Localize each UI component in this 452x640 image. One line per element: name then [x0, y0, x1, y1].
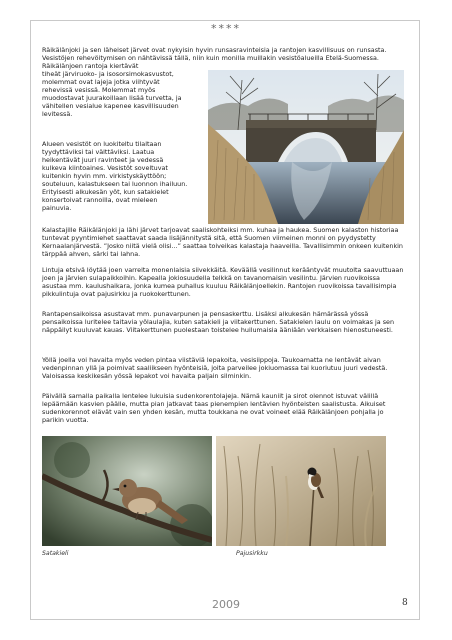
paragraph-2-line: Alueen vesistöt on luokiteltu tilaltaan: [42, 140, 162, 148]
paragraph-2-line: heikentävät juuri ravinteet ja vedessä: [42, 156, 164, 164]
paragraph-1-line: muodostavat juurakoillaan lisää turvetta, ja: [42, 94, 182, 102]
paragraph-1-line: vähitellen vesialue kapenee kasvillisuuden: [42, 102, 179, 110]
paragraph-2: [42, 140, 212, 212]
paragraph-2-line: souteluun, kalastukseen tai luonnon ihailuun.: [42, 180, 188, 188]
decorative-stars: ****: [211, 22, 241, 35]
page-number: 8: [402, 598, 408, 608]
paragraph-3: Kalastajille Räikälänjoki ja lähi järvet tarjoavat saaliskohteiksi mm. kuhaa ja haukea. Suomen kalaston historiaa tuntevat pyyntimiehet saattavat saada lisäjännitystä sitä, että Suomen viimeinen monni on pyydystetty Kernaalanjärvestä. ”Josko niitä vielä olisi...” saattaa toiveikas kalastaja haaveilla. Tavallisimmin onkeen kuitenkin tärppää ahven, särki tai lahna.: [42, 226, 403, 258]
paragraph-1-line: rehevissä vesissä. Molemmat myös: [42, 86, 156, 94]
footer-year: 2009: [212, 598, 240, 611]
paragraph-2-line: tyydyttäviksi tai välttäviksi. Laatua: [42, 148, 155, 156]
paragraph-2-line: kuitenkin hyvin mm. virkistyskäyttöön;: [42, 172, 167, 180]
paragraph-1-line: levitessä.: [42, 110, 73, 118]
paragraph-6: Yöllä joella voi havaita myös veden pintaa viistäviä lepakoita, vesisiippoja. Taukoamatta ne lentävät aivan vedenpinnan yllä ja poimivat saaliikseen hyönteisiä, joita parveilee jokiuomassa tai kuoriutuu juuri vedestä. Valoisassa keskikesän yössä lepakot voi havaita paljain silminkin.: [42, 356, 388, 380]
paragraph-2-line: kulkeva kiintoaines. Vesistöt soveltuvat: [42, 164, 168, 172]
paragraph-1-continued: [42, 70, 212, 118]
paragraph-7: Päivällä samalla paikalla lentelee lukuisia sudenkorentolajeja. Nämä kauniit ja sirot olennot istuvat välillä lepäämään kasvien päälle, mutta pian jatkavat taas pienempien lentävien hyönteisten saalistusta. Aikuiset sudenkorennot elävät vain sen yhden kesän, mutta toukkana ne ovat voineet elää Räikälänjoen pohjalla jo parikin vuotta.: [42, 392, 386, 424]
river-bridge-photo: [208, 70, 404, 224]
paragraph-2-line: painuvia.: [42, 204, 72, 212]
caption-nightingale: Satakieli: [42, 550, 69, 557]
paragraph-4: Lintuja etsivä löytää joen varrelta monenlaisia siivekkäitä. Keväällä vesilinnut kerääntyvät muutolta saavuttuaan joen ja järvien sulapaikkoihin. Kapealla jokiosuudella telkkä on tavanomaisin vesilintu. Järvien ruovikoissa asustaa mm. kaulushaikara, jonka kumea puhallus kuuluu Räikälänjoellekin. Rantojen ruovikoissa tavallisimpia pikkulintuja ovat pajusirkku ja ruokokerttunen.: [42, 266, 404, 298]
paragraph-2-line: Erityisesti alkukesän yöt, kun satakielet: [42, 188, 169, 196]
paragraph-5: Rantapensaikoissa asustavat mm. punavarpunen ja pensaskerttu. Lisäksi alkukesän hämärässä yössä pensaikoissa luritelee taitavia yölaulajia, kuten satakieli ja viitakerttunen. Satakielen laulu on voimakas ja sen näppäilyt kuuluvat kauas. Viitakerttunen puolestaan toistelee huilumaisia ääniään verkkaisen hienostuneesti.: [42, 310, 395, 334]
paragraph-1-line: tiheät järviruoko- ja isosorsimokasvustot,: [42, 70, 174, 78]
caption-reed-bunting: Pajusirkku: [236, 550, 268, 557]
paragraph-2-line: konsertoivat rannoilla, ovat mieleen: [42, 196, 158, 204]
reed-bunting-photo: [216, 436, 386, 546]
paragraph-1-line: molemmat ovat lajeja jotka viihtyvät: [42, 78, 160, 86]
paragraph-1-intro: Räikälänjoki ja sen läheiset järvet ovat nykyisin hyvin runsasravinteisia ja rantojen kasvillisuus on runsasta. Vesistöjen rehevöitymisen on nähtävissä tällä, niin kuin monilla muillakin vesistöalueilla Etelä-Suomessa. Räikälänjoen rantoja kiertävät: [42, 46, 387, 70]
nightingale-photo: [42, 436, 212, 546]
